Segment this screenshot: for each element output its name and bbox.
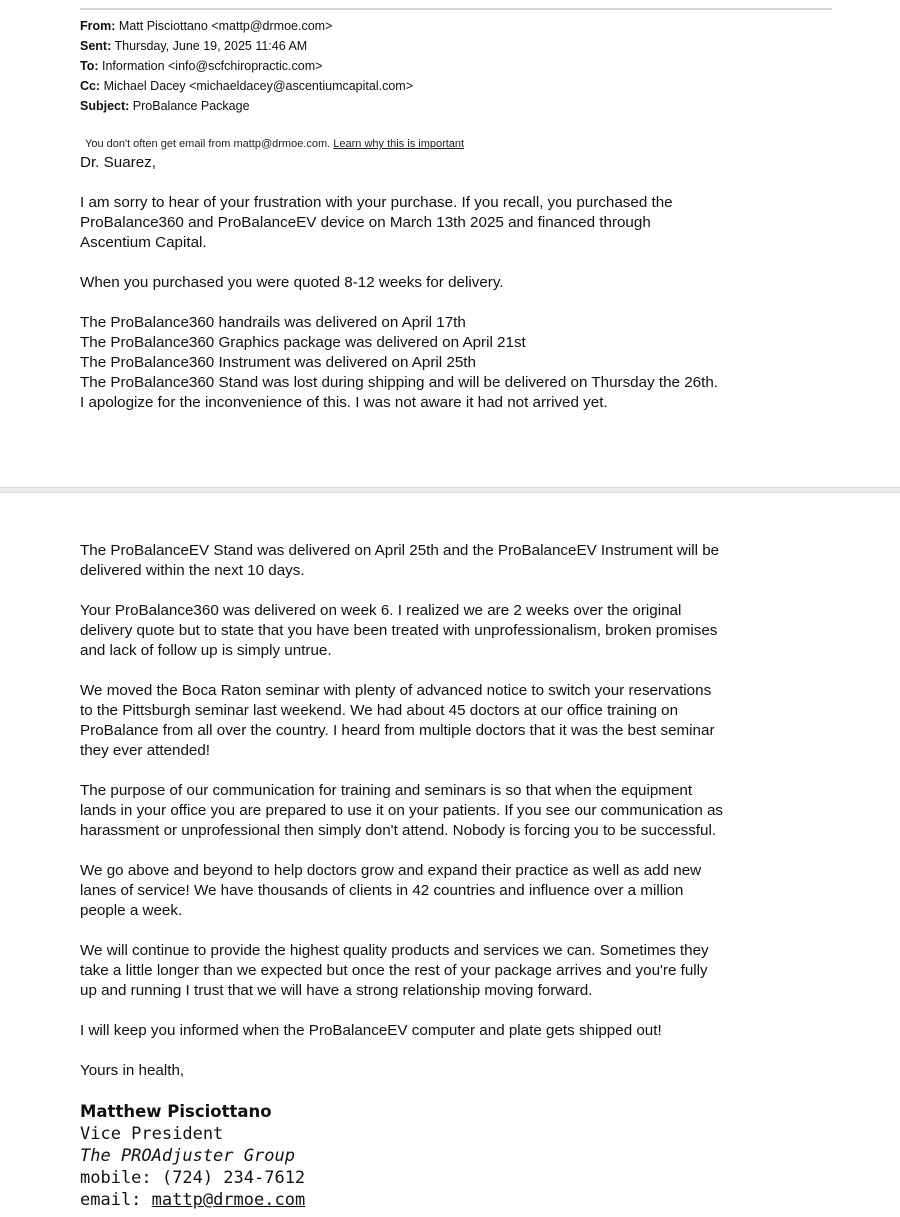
text-line: and lack of follow up is simply untrue. bbox=[80, 642, 332, 659]
subject-value: ProBalance Package bbox=[132, 99, 250, 113]
text-line: We will continue to provide the highest quality products and services we can. Sometimes they bbox=[80, 942, 709, 959]
text-line: up and running I trust that we will have a strong relationship moving forward. bbox=[80, 982, 593, 999]
text-line: I am sorry to hear of your frustration with your purchase. If you recall, you purchased the bbox=[80, 194, 673, 211]
from-row bbox=[80, 16, 413, 36]
text-line: Your ProBalance360 was delivered on week 6. I realized we are 2 weeks over the original bbox=[80, 602, 682, 619]
paragraph-4 bbox=[80, 541, 840, 581]
email-body-part-2 bbox=[80, 541, 840, 1101]
text-line: We go above and beyond to help doctors grow and expand their practice as well as add new bbox=[80, 862, 702, 879]
notice-text: You don't often get email from mattp@drmoe.com. bbox=[85, 138, 331, 150]
text-line: The ProBalance360 handrails was delivered on April 17th bbox=[80, 314, 466, 331]
to-value: Information <info@scfchiropractic.com> bbox=[102, 59, 323, 73]
closing: Yours in health, bbox=[80, 1062, 185, 1079]
text-line: We moved the Boca Raton seminar with plenty of advanced notice to switch your reservations bbox=[80, 682, 712, 699]
paragraph-1 bbox=[80, 193, 840, 253]
text-line: I apologize for the inconvenience of this. I was not aware it had not arrived yet. bbox=[80, 394, 608, 411]
signature-email-label: email: bbox=[80, 1190, 152, 1210]
page-break-divider bbox=[0, 487, 900, 493]
text-line: ProBalance from all over the country. I heard from multiple doctors that it was the best seminar bbox=[80, 722, 715, 739]
text-line: lanes of service! We have thousands of clients in 42 countries and influence over a million bbox=[80, 882, 684, 899]
paragraph-6 bbox=[80, 681, 840, 761]
paragraph-3 bbox=[80, 313, 840, 413]
signature-title: Vice President bbox=[80, 1124, 224, 1144]
signature-name: Matthew Pisciottano bbox=[80, 1102, 272, 1121]
top-divider bbox=[80, 8, 832, 10]
email-body-part-1 bbox=[80, 153, 840, 433]
text-line: The purpose of our communication for training and seminars is so that when the equipment bbox=[80, 782, 693, 799]
text-line: The ProBalance360 Instrument was delivered on April 25th bbox=[80, 354, 476, 371]
paragraph-8 bbox=[80, 861, 840, 921]
sent-row bbox=[80, 36, 413, 56]
text-line: lands in your office you are prepared to use it on your patients. If you see our communication as bbox=[80, 802, 724, 819]
signature-mobile: mobile: (724) 234-7612 bbox=[80, 1168, 306, 1188]
cc-value: Michael Dacey <michaeldacey@ascentiumcapital.com> bbox=[103, 79, 413, 93]
signature-company: The PROAdjuster Group bbox=[80, 1146, 295, 1166]
signature-email-link[interactable]: mattp@drmoe.com bbox=[151, 1190, 306, 1210]
text-line: they ever attended! bbox=[80, 742, 211, 759]
paragraph-9 bbox=[80, 941, 840, 1001]
signature-email-row bbox=[80, 1189, 305, 1211]
cc-label: Cc: bbox=[80, 79, 101, 93]
to-row bbox=[80, 56, 413, 76]
from-label: From: bbox=[80, 19, 116, 33]
subject-label: Subject: bbox=[80, 99, 130, 113]
text-line: to the Pittsburgh seminar last weekend. We had about 45 doctors at our office training on bbox=[80, 702, 679, 719]
paragraph-2: When you purchased you were quoted 8-12 weeks for delivery. bbox=[80, 274, 504, 291]
paragraph-10: I will keep you informed when the ProBalanceEV computer and plate gets shipped out! bbox=[80, 1022, 662, 1039]
text-line: The ProBalance360 Stand was lost during shipping and will be delivered on Thursday the 26th. bbox=[80, 374, 719, 391]
text-line: delivery quote but to state that you have been treated with unprofessionalism, broken promises bbox=[80, 622, 718, 639]
cc-row bbox=[80, 76, 413, 96]
greeting: Dr. Suarez, bbox=[80, 154, 156, 171]
text-line: The ProBalance360 Graphics package was delivered on April 21st bbox=[80, 334, 526, 351]
text-line: Ascentium Capital. bbox=[80, 234, 207, 251]
learn-why-link[interactable]: Learn why this is important bbox=[333, 138, 465, 150]
text-line: ProBalance360 and ProBalanceEV device on March 13th 2025 and financed through bbox=[80, 214, 651, 231]
paragraph-7 bbox=[80, 781, 840, 841]
text-line: delivered within the next 10 days. bbox=[80, 562, 305, 579]
paragraph-5 bbox=[80, 601, 840, 661]
text-line: harassment or unprofessional then simply don't attend. Nobody is forcing you to be successful. bbox=[80, 822, 717, 839]
sent-label: Sent: bbox=[80, 39, 112, 53]
sent-value: Thursday, June 19, 2025 11:46 AM bbox=[114, 39, 308, 53]
sender-notice bbox=[85, 137, 464, 151]
from-value: Matt Pisciottano <mattp@drmoe.com> bbox=[118, 19, 333, 33]
subject-row bbox=[80, 96, 413, 116]
text-line: take a little longer than we expected but once the rest of your package arrives and you're fully bbox=[80, 962, 708, 979]
signature-block bbox=[80, 1101, 305, 1211]
text-line: The ProBalanceEV Stand was delivered on April 25th and the ProBalanceEV Instrument will be bbox=[80, 542, 720, 559]
to-label: To: bbox=[80, 59, 99, 73]
email-headers bbox=[80, 16, 413, 116]
text-line: people a week. bbox=[80, 902, 183, 919]
